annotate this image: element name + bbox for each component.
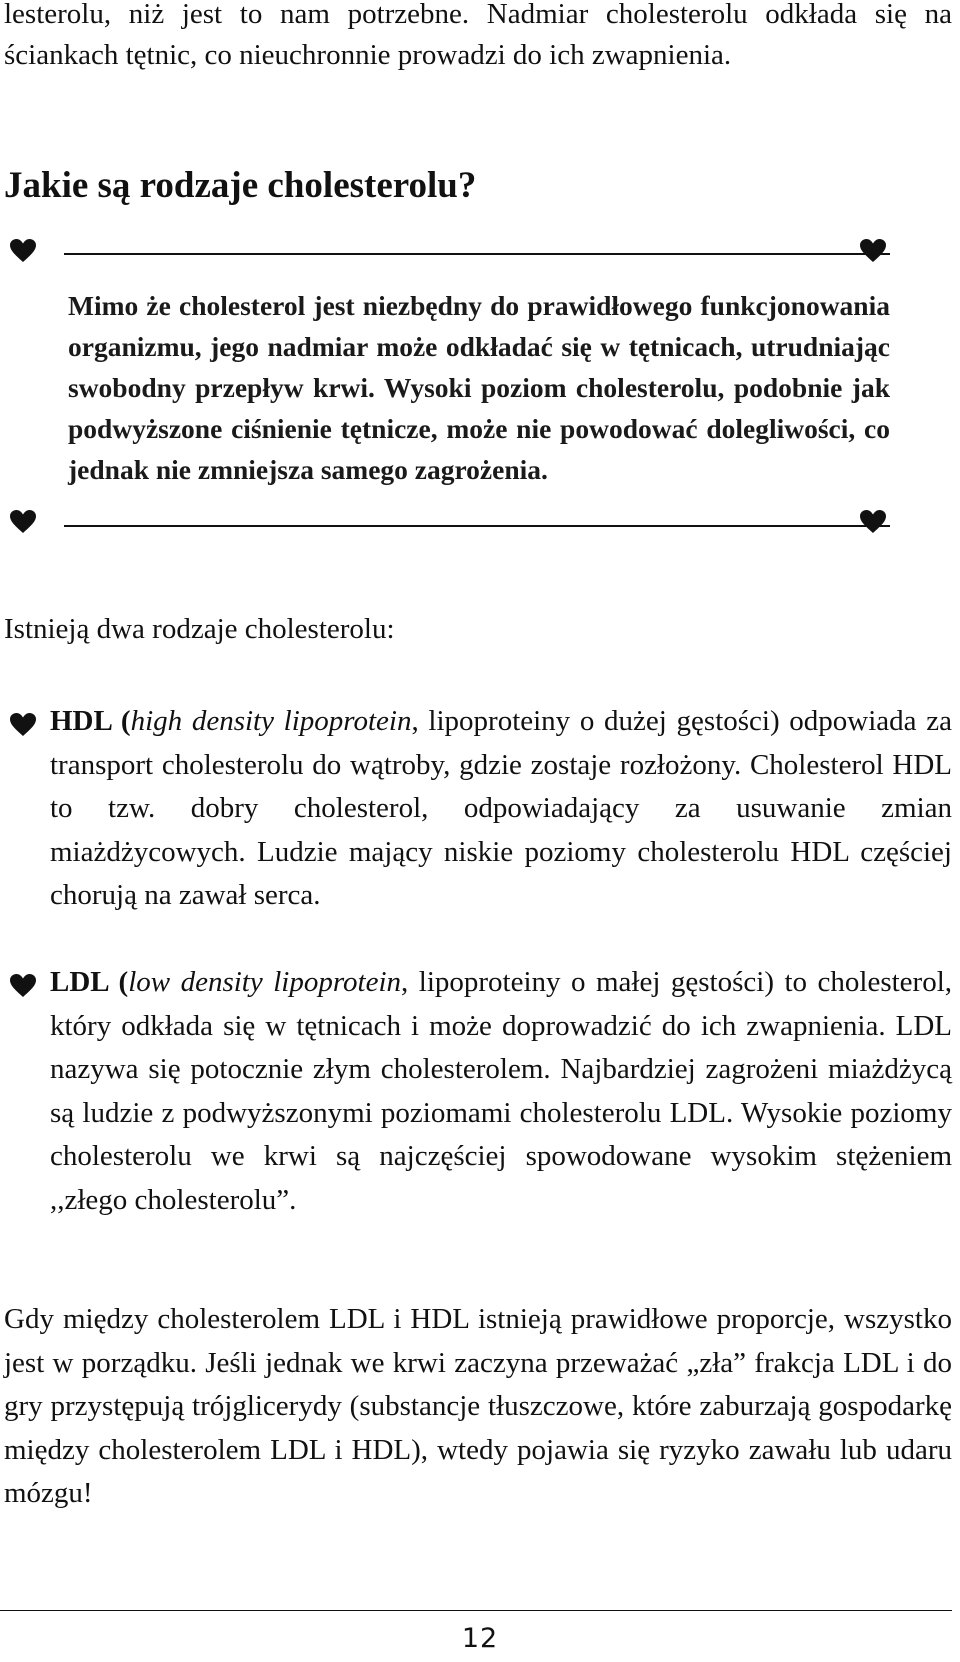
heart-icon <box>10 974 36 998</box>
footer-rule <box>0 1610 952 1611</box>
list-item-body: , lipoproteiny o małej gęstości) to cholesterol, który odkłada się w tętnicach i może doprowadzić do ich zwapnienia. LDL nazywa się potocznie złym cholesterolem. Najbardziej zagrożeni miażdżycą są ludzie z podwyższonymi poziomami cholesterolu LDL. Wysokie poziomy cholesterolu we krwi są najczęściej spowodowane wysokim stężeniem ,,złego cholesterolu”. <box>50 966 953 1216</box>
paren: ( <box>111 705 131 737</box>
heart-icon <box>10 239 36 263</box>
list-item-text <box>50 700 952 918</box>
intro-paragraph: lesterolu, niż jest to nam potrzebne. Nadmiar cholesterolu odkłada się na ściankach tętnic, co nieuchronnie prowadzi do ich zwapnienia. <box>4 0 952 71</box>
term-expansion: high density lipoprotein <box>130 705 412 737</box>
page-number: 12 <box>461 1623 499 1654</box>
section-heading: Jakie są rodzaje cholesterolu? <box>4 165 477 206</box>
term: HDL <box>50 705 112 737</box>
lead-paragraph: Istnieją dwa rodzaje cholesterolu: <box>4 613 395 645</box>
closing-paragraph: Gdy między cholesterolem LDL i HDL istnieją prawidłowe proporcje, wszystko jest w porządku. Jeśli jednak we krwi zaczyna przeważać „zła” frakcja LDL i do gry przystępują trójglicerydy (substancje tłuszczowe, które zaburzają gospodarkę między cholesterolem LDL i HDL), wtedy pojawia się ryzyko zawału lub udaru mózgu! <box>4 1303 952 1509</box>
heart-icon <box>10 713 36 737</box>
list-item-body: , lipoproteiny o dużej gęstości) odpowiada za transport cholesterolu do wątroby, gdzie zostaje rozłożony. Cholesterol HDL to tzw. dobry cholesterol, odpowiadający za usuwanie zmian miażdżycowych. Ludzie mający niskie poziomy cholesterolu HDL częściej chorują na zawał serca. <box>50 705 952 911</box>
term: LDL <box>50 966 109 998</box>
callout-text: Mimo że cholesterol jest niezbędny do prawidłowego funkcjonowania organizmu, jego nadmiar może odkładać się w tętnicach, utrudniając swobodny przepływ krwi. Wysoki poziom cholesterolu, podobnie jak podwyższone ciśnienie tętnicze, może nie powodować dolegliwości, co jednak nie zmniejsza samego zagrożenia. <box>68 290 890 485</box>
heart-icon <box>860 239 886 263</box>
callout-bottom-rule <box>64 525 890 527</box>
heart-icon <box>10 510 36 534</box>
paren: ( <box>108 966 129 998</box>
term-expansion: low density lipoprotein <box>128 966 402 998</box>
list-item <box>4 700 952 918</box>
list-item <box>4 961 952 1222</box>
callout-top-rule <box>64 253 890 255</box>
list-item-text <box>50 961 952 1222</box>
heart-icon <box>860 510 886 534</box>
